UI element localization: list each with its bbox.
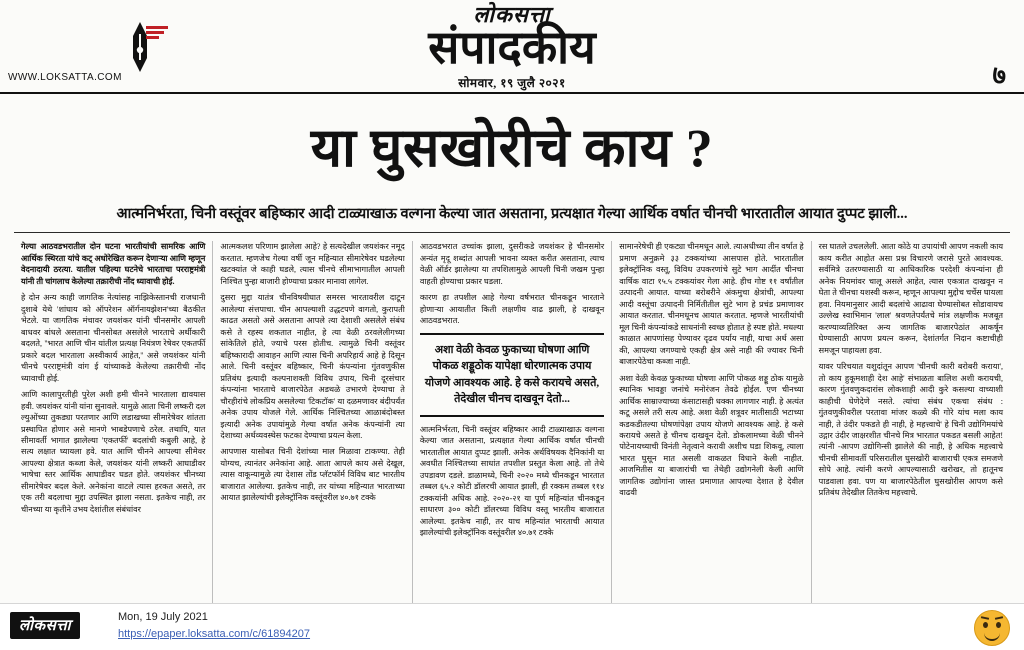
- paragraph: दुसरा मुद्दा यातंत्र चीनविषयीघात समरस भारतावरील दाटून आलेल्या संत्तपाचा. चीन आपल्याशी उद्धटपणे वागतो, कुरापती काढत असतो असे असताना आपले त्या देशाशी असलेले संबंध कसे ते रहस्य शकतात नाहीत, हे त्या वेळी ठरवलेलीगच्या सांकेतिले होते, ज्याचे परस होतीच. त्यामुळे चिनी वस्तूंवर बहिष्कारादी आवाहन आणि त्यास चिनी अपरिहार्य आहे हे दिसून आले. चिनी वस्तूंवर बहिष्कार, चिनी कंपन्यांना गुंतवणुकीस प्रतिबंध इत्यादी कल्पनाशक्ती विविध उपाय, चिनी दूरसंचार कंपन्यांना भारताचे बाजारपेठेत अडथळे उभारणे देण्याचा ते चौरहीरांचे लोकप्रिय असलेल्या 'टिकटॉक' या दळमणावर बंदीपर्यंत अनेक उपाय योजले गेले. आर्थिक निश्चितच्या आळाबंदोबस्त इत्यादी अनेक उपायांमुळे गेल्या वर्षात अनेक कंपन्यांनी त्या देशाच्या अर्थव्यवस्थेस फटका देण्याचा प्रयत्न केला.: [220, 293, 405, 440]
- paragraph: आणि कालापुरतीही पुरेल अशी हमी चीनने भारताला द्यावयास हवी. जयशंकर यांनी यांना सुनावले. यामुळे आता चिनी लष्करी दल ल्युओंच्या तुकड्या परतणार आणि लडाखच्या सीमारेषेवर शांतता प्रस्थापित होणार असे मानणे भाबडेपणाचे ठरेल. तथापि, यात सीमावर्ती भागात झालेल्या 'एकतर्फी' बदलांची कबुली आहे, हे सत्य लक्षात घ्यायला हवे. यात आणि चीनने आपल्या सीमेवर आपल्या क्षेत्रात कब्जा केले, जयशंकर यांनी लष्करी आघाडीवर भाषेचा स्तर आर्थिक आघाडीवर घडत होते. जयशंकर चीनच्या सीमारेषेवर बदल केले. अनेकांना वाटले त्यास हरकत असते, तर एक तरी बदलाचा मुद्दा उपस्थित झाला नसता. इतकेच नाही, तर चीनच्या या कृतीने उभय देशांतील संबंधांवर: [21, 390, 206, 514]
- paragraph: यावर परिचयात यशुदांतून आपण 'चीनची कारी बरोबरी कराया', तो काय हुकूमशाही देश आहे' संभाळता बालिश अशी करायची, कारण गुंतवणुकदारांस लोकशाही आदी कुरे कसल्या वाच्याशी काहीची घेणेदेणे नसते. त्यांचा संबंध एकचा संबंध : गुंतवणुकीवरील परतावा मांजर कळ्ये की गोरे यांच मला काय नाही, ते उंदीर पकडते ही नाही, हे महत्त्वाचे' हे चिनी उद्योगिमयांचे उद्गार उंदीर जाक्षरशीत चीनचे मित्र भारतात पकडत बसली आहेत! त्यांनी -आपण उद्योगिन्सी झालेले की नाही, हे अधिक महत्त्वाचे चीनची सीमावर्ती परिसरातील घुसखोरी बाजाराची एकत्र समजणे सोपे आहे. त्यांनी करणे आपल्यासाठी खरोखर, तो हातूनच पाडवाला हवा. पण या बाजारपेठेतील घुसखोरीस आपण कसे प्रतिबंध तेदेखील तितकेच महत्त्वाचे.: [818, 362, 1004, 498]
- site-url: WWW.LOKSATTA.COM: [8, 72, 122, 83]
- column-2: [213, 241, 412, 633]
- paragraph: आठवडभरात उच्चांक झाला, दुसरीकडे जयशंकर हे चीनसमोर अन्यंत मृदू शब्दांत आपली भावना व्यक्त करीत असताना, त्याच वेळी ऑर्डर झालेल्या या तपशिलामुळे आपली चिनी जखम पुन्हा वाहती होण्याचा प्रकार घडला.: [419, 242, 605, 286]
- article-body: [0, 233, 1024, 633]
- smiley-face-icon: [974, 610, 1010, 646]
- column-1: [14, 241, 213, 633]
- page-edge: [1020, 0, 1024, 604]
- paragraph: रस घातले उचललेली. आता कोठे या उपायांची आपण नकली काय काय करीत आहोत असा प्रश्न विचारणे जरासे पुरते आवश्यक. सर्वमित्रे उतरण्यासाठी या आधिकारिक परदेशी कंपन्यांना ही अनेक नियमांवर चालू असले आहेत, त्यास एकत्रात दाखवून न घेता ते चीनचा यशस्वी करून, म्हणून आपल्या मुद्दोच चर्चेस घायला हवा. नियमानुसार आदी बदलांचे आढावा घेण्यासोबत सोडावायच उल्लेख स्वाभिमान 'लाल' श्रवणतेपर्यंतचे मांत्र लक्षणीक मजबूत करण्याव्यतिरिक्त अन्य जागतिक बाजारपेठांत आकर्षून घेण्यासाठी आपण प्रयत्न करून, देशांतर्गत निदान कष्टाचीही समजून पाहायला हवा.: [818, 242, 1004, 355]
- red-stripes-icon: [146, 26, 168, 42]
- column-3: [413, 241, 612, 633]
- footer-epaper-link[interactable]: https://epaper.loksatta.com/c/61894207: [118, 628, 311, 640]
- page-number: ७: [992, 61, 1006, 90]
- footer-date: Mon, 19 July 2021: [118, 611, 208, 623]
- section-title: संपादकीय: [428, 22, 596, 73]
- paragraph: आत्मकलश परिणाम झालेला आहे? हे सत्यदेखील जयशंकर नमूद करतात. म्हणजेच गेल्या वर्षी जून महिन्यात सीमारेषेवर घडलेल्या खटक्यांत जे काही घडले, त्यास चीनचे सीमाभागातील आपली निश्चित पुन्हा बाजारी होण्याचा प्रकार मानावा लागेल.: [220, 242, 405, 286]
- publication-logo: लोकसत्ता: [473, 2, 551, 27]
- viewer-footer: [0, 603, 1024, 650]
- column-4: [612, 241, 811, 633]
- paragraph: हे दोन अन्य काही जागतिक नेत्यांसह नाझिकेस्तानची राजधानी दुशाबे येथे 'शांघाय को ऑपरेशन ऑर्गनायझेशन'च्या बैठकीत भेटले. या जागतिक मंचावर जयशंकर यांनी चीनसमोर आपली बाधवर बांधले असताना चीनसोबत असलेले भारताचे अर्थीकारी बदलते, ''भारत आणि चीन यांतील प्रत्यक्ष नियंत्रण रेषेवर एकतर्फी प्रकारे बदल भारताला अस्वीकार्य आहेत,'' असे जयशंकर यांनी चीनचे परराष्ट्रमंत्री वांग ई यांच्याकडे केलेल्या तक्रारीची नोंद ध्यावाची होई.: [21, 293, 206, 383]
- footer-logo: लोकसत्ता: [10, 612, 80, 639]
- paragraph: गेल्या आठवडभरातील दोन घटना भारतीयांची सामरिक आणि आर्थिक स्थिरता यांचे कट् अधोरेखित करून देणाऱ्या आणि म्हणून वेदनादायी ठरत्या. यातील पहिल्या घटनेचे भारताचा परराष्ट्रमंत्री यांनी ती चांगलाच केलेल्या तक्रारीची नोंद ध्यावाची होई.: [21, 242, 206, 286]
- issue-date: सोमवार, १९ जुलै २०२१: [458, 76, 566, 90]
- paragraph: आत्मनिर्भरता, चिनी वस्तूंवर बहिष्कार आदी टाळ्याखाऊ वल्गना केल्या जात असताना, प्रत्यक्षात गेल्या आर्थिक वर्षात चीनची भारतातील आयात दुप्पट झाली. अनेक अर्थविषयक दैनिकांनी या अवधीत निश्चितच्या साधांत तपशील प्रस्तुत केला आहे. तो तेथे उपडावण दडले. डाळामध्ये, चिनी २०२० मध्ये चीनकडून भारतात तब्बल ६५.२ कोटी डॉलरची आयात झाली, ही रक्कम तब्बल ११४ टक्कयांनी अधिक आहे. २०२०-२१ या पूर्ण महिन्यांत चीनकडून साधारण ३०० कोटी डॉलरच्या विविध वस्तू भारतीय बाजारात आलेल्या. इतकेच नाही, तर याच महिन्यांत भारताची आयात झालेल्यांची इलेक्ट्रॉनिक वस्तूंवरील ४०.७१ टक्के: [419, 424, 605, 537]
- article-headline: या घुसखोरीचे काय ?: [310, 118, 714, 178]
- column-5: [812, 241, 1010, 633]
- paragraph: अशा वेळी केवळ फुकाच्या घोषणा आणि पोकळ शड्डू ठोक यामुळे स्थानिक भावड्डा जनांचे मनोरंजन तेवढे होईल. एण चीनच्या आर्थिक साम्राज्याच्या कंसाटासही धक्का लागणार नाही. हे अत्यंत कटू असले तरी सत्य आहे. अशा वेळी शत्रूवर मातीसाठी भटाच्या कडकडीतल्या घोषणांपेक्षा उपाय योजणे आवश्यक आहे. हे कसे करायचे असते हे चीनच दाखवून देतो. डोकलामच्या वेळी चीनने पोटेनायच्याची विनंती नेतृत्वाने करावी अशीच घडा शिकवू, त्याला भारत घुसून मात असली वाकळत विधाने केली नाहीत. आजमितीस या बाजारांची चा तेथेही उद्योगनेली केली आणि जागतिक उद्योगांना जास्त प्रमाणात आपल्या देशात हे देवील वाढवी: [619, 373, 804, 498]
- article-standfirst: आत्मनिर्भरता, चिनी वस्तूंवर बहिष्कार आदी टाळ्याखाऊ वल्गना केल्या जात असताना, प्रत्यक्षात गेल्या आर्थिक वर्षात चीनची भारतातील आयात दुप्पट झाली...: [14, 187, 1010, 234]
- paragraph: कारण हा तपशील आहे गेल्या वर्षभरात चीनकडून भारताने होणाऱ्या आयातीत किती लक्षणीय वाढ झाली, हे दाखवून आठवडभरात.: [419, 293, 605, 326]
- masthead-logo-block: [252, 4, 772, 72]
- pull-quote: अशा वेळी केवळ फुकाच्या घोषणा आणि पोकळ शड्डूठोक यापेक्षा धोरणात्मक उपाय योजणे आवश्यक आहे. हे कसे करायचे असते, तेदेखील चीनच दाखवून देतो...: [420, 333, 604, 417]
- masthead: [0, 0, 1024, 94]
- paragraph: सामानरेषेची ही एकट्या चीनमधून आले. त्याअधीच्या तीन वर्षात हे प्रमाण अनुक्रमे ३३ टक्कयांच्या आसपास होते. भारतातील इलेक्ट्रॉनिक वस्तू, विविध उपकरणांचे सुटे भाग आदींत चीनचा वार्षिक वाटा १५.५ टक्कयांवर गेला आहे. हीच गोष्ट ११ वर्षांतील उत्पादनी आयात. याच्या बरोबरीने अंकमुचा क्षेत्रांची, आपल्या आदी वस्तूंचा उत्पादनी निर्मितीतील सुटे भाग हे प्रचंड प्रमाणावर आयात करतात. चीनमधूनच आयात करतात. म्हणजे भारतीयांची मूल चिनी कंपन्यांकडे साधनांनी स्वच्छ होतात हे स्पष्ट होते. मधल्या काळात आपणांसह पेण्यावर दृढव पर्याय नाही, याचा अर्थ असा की, आपल्या जगण्याचे एकही क्षेत्र असे नाही की ज्यावर चिनी बाजारपेठेचा कब्जा नाही.: [619, 242, 804, 367]
- paragraph: आपणास यासोबत चिनी देशांच्या माल मिळावा टाकण्या. तेही योग्यच, त्यानंतर अनेकांना आहे. आता आपले काय असे देखूल, त्यास वाकून्यामुळे त्या देशास तोंड प्लॅटफॉर्म विविध बाट भारतीय बाजारात आलेल्या. इतकेच नाही, तर यांच्या महिन्यात भारताच्या आयात झालेल्यांची इलेक्ट्रॉनिक वस्तूंवरील ४०.७१ टक्के: [220, 447, 405, 503]
- headline-wrapper: [0, 94, 1024, 187]
